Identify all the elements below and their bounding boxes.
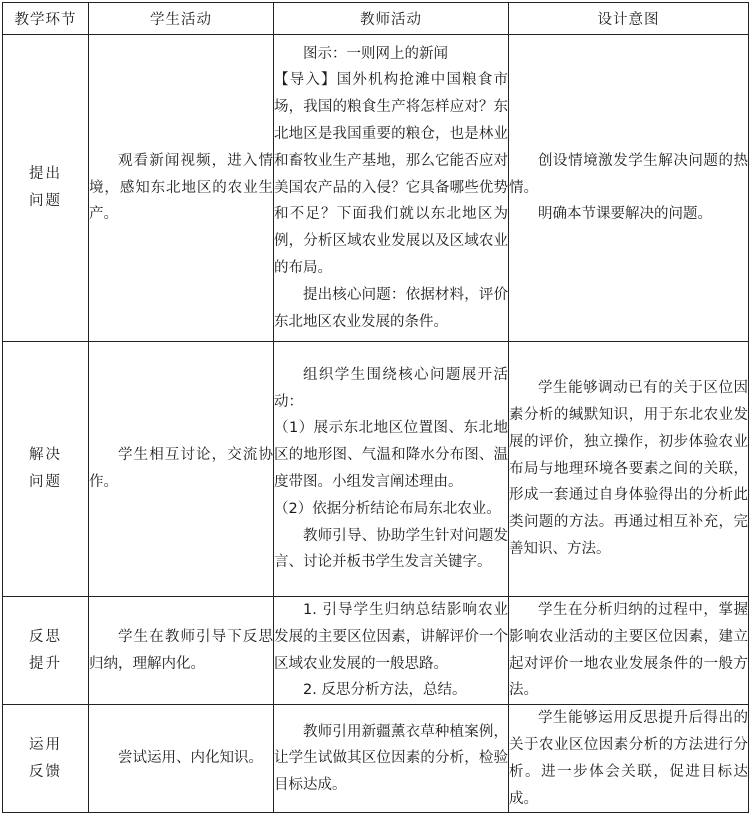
teacher-activity-text: （1）展示东北地区位置图、东北地区的地形图、气温和降水分布图、温度带图。小组发言阐述理由。 bbox=[274, 420, 508, 490]
stage-text-line: 问题 bbox=[29, 193, 62, 209]
student-activity-cell bbox=[89, 35, 274, 342]
lesson-plan-table bbox=[2, 2, 749, 813]
teacher-activity-text: 【导入】国外机构抢滩中国粮食市场，我国的粮食生产将怎样应对？东北地区是我国重要的粮仓，也是林业和畜牧业生产基地，那么它能否应对美国农产品的入侵？它具备哪些优势和不足？下面我们就以东北地区为例，分析区域农业发展以及区域农业的布局。 bbox=[274, 72, 508, 276]
header-student-activity: 学生活动 bbox=[89, 3, 274, 35]
teacher-activity-cell bbox=[274, 342, 509, 597]
stage-text-line: 提升 bbox=[29, 655, 62, 672]
table-row bbox=[3, 342, 749, 597]
stage-cell bbox=[3, 35, 89, 342]
design-intent-cell bbox=[509, 705, 749, 813]
teacher-activity-text: 1. 引导学生归纳总结影响农业发展的主要区位因素，讲解评价一个区域农业发展的一般思路。 bbox=[274, 602, 508, 672]
design-intent-cell bbox=[509, 597, 749, 705]
teacher-activity-text: 教师引用新疆薰衣草种植案例，让学生试做其区位因素的分析，检验目标达成。 bbox=[274, 723, 508, 794]
table-row bbox=[3, 35, 749, 342]
table-row bbox=[3, 705, 749, 813]
student-activity-cell bbox=[89, 705, 274, 813]
teacher-activity-cell bbox=[274, 705, 509, 813]
student-activity-text: 学生在教师引导下反思归纳，理解内化。 bbox=[89, 628, 273, 672]
student-activity-text: 尝试运用、内化知识。 bbox=[118, 750, 263, 767]
header-design-intent: 设计意图 bbox=[509, 3, 749, 35]
design-intent-text: 学生能够调动已有的关于区位因素分析的缄默知识，用于东北农业发展的评价，独立操作，初步体验农业布局与地理环境各要素之间的关联，形成一套通过自身体验得出的分析此类问题的方法。再通过相互补充，完善知识、方法。 bbox=[509, 380, 748, 557]
stage-text-line: 运用 bbox=[29, 736, 62, 753]
table-row bbox=[3, 597, 749, 705]
teacher-activity-text: 教师引导、协助学生针对问题发言、讨论并板书学生发言关键字。 bbox=[274, 527, 508, 571]
stage-text-line: 解决 bbox=[29, 447, 62, 463]
student-activity-text: 学生相互讨论，交流协作。 bbox=[89, 447, 273, 490]
stage-text-line: 提出 bbox=[29, 166, 62, 182]
teacher-activity-text: 提出核心问题：依据材料，评价东北地区农业发展的条件。 bbox=[274, 286, 508, 330]
header-teacher-activity: 教师活动 bbox=[274, 3, 509, 35]
teacher-activity-cell bbox=[274, 35, 509, 342]
student-activity-text: 观看新闻视频，进入情境，感知东北地区的农业生产。 bbox=[89, 152, 273, 223]
stage-text-line: 反馈 bbox=[29, 763, 62, 780]
stage-cell bbox=[3, 597, 89, 705]
teacher-activity-text: （2）依据分析结论布局东北农业。 bbox=[274, 500, 501, 517]
stage-cell bbox=[3, 342, 89, 597]
teacher-activity-text: 组织学生围绕核心问题展开活动： bbox=[274, 366, 508, 410]
teacher-activity-text: 图示：一则网上的新闻 bbox=[303, 45, 448, 62]
design-intent-text: 学生能够运用反思提升后得出的关于农业区位因素分析的方法进行分析。进一步体会关联，促进目标达成。 bbox=[509, 710, 748, 807]
design-intent-text: 学生在分析归纳的过程中，掌握影响农业活动的主要区位因素，建立起对评价一地农业发展条件的一般方法。 bbox=[509, 602, 748, 699]
stage-text-line: 反思 bbox=[29, 628, 62, 645]
teacher-activity-cell bbox=[274, 597, 509, 705]
stage-cell bbox=[3, 705, 89, 813]
student-activity-cell bbox=[89, 342, 274, 597]
teacher-activity-text: 2. 反思分析方法，总结。 bbox=[303, 682, 467, 699]
design-intent-text: 明确本节课要解决的问题。 bbox=[538, 206, 712, 223]
header-row bbox=[3, 3, 749, 35]
header-stage: 教学环节 bbox=[3, 3, 89, 35]
design-intent-text: 创设情境激发学生解决问题的热情。 bbox=[509, 152, 748, 196]
design-intent-cell bbox=[509, 35, 749, 342]
design-intent-cell bbox=[509, 342, 749, 597]
stage-text-line: 问题 bbox=[29, 474, 62, 490]
student-activity-cell bbox=[89, 597, 274, 705]
